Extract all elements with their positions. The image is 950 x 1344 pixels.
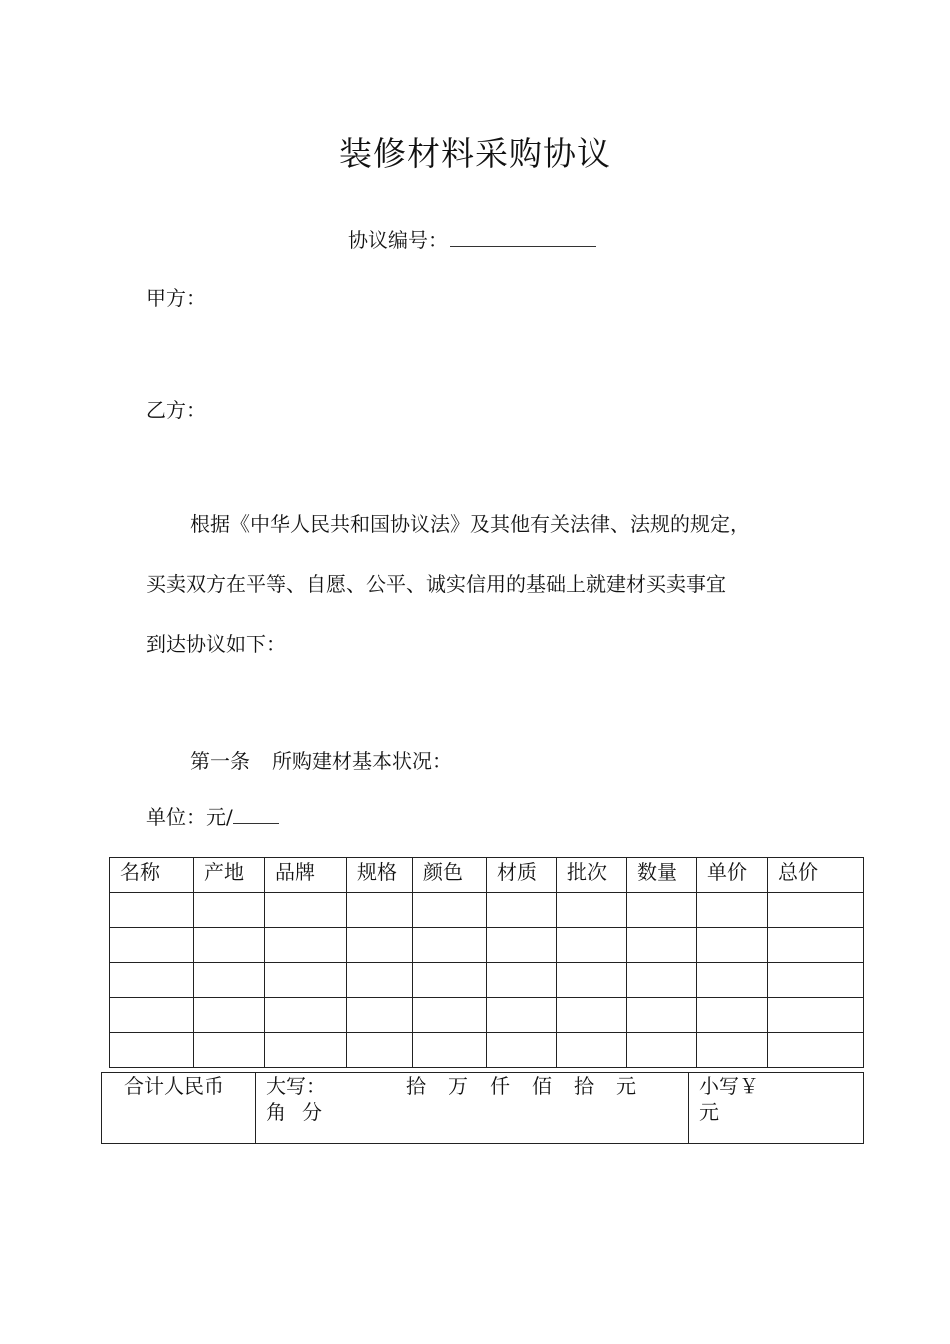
unit-line bbox=[146, 801, 279, 830]
table-cell[interactable] bbox=[110, 998, 194, 1033]
table-cell[interactable] bbox=[413, 893, 487, 928]
intro-line-1: 根据《中华人民共和国协议法》及其他有关法律、法规的规定， bbox=[190, 512, 750, 536]
table-cell[interactable] bbox=[557, 1033, 627, 1068]
article-1-title: 所购建材基本状况： bbox=[272, 749, 452, 773]
table-cell[interactable] bbox=[697, 928, 768, 963]
capital-label: 大写： bbox=[266, 1074, 326, 1098]
table-row bbox=[110, 1033, 864, 1068]
table-cell[interactable] bbox=[768, 998, 864, 1033]
header-total-price: 总价 bbox=[768, 858, 864, 893]
table-cell[interactable] bbox=[347, 928, 413, 963]
party-a-label: 甲方： bbox=[146, 286, 206, 310]
table-cell[interactable] bbox=[347, 998, 413, 1033]
total-table bbox=[101, 1072, 864, 1144]
intro-line-3: 到达协议如下： bbox=[146, 632, 286, 656]
header-origin: 产地 bbox=[194, 858, 265, 893]
table-row bbox=[110, 928, 864, 963]
table-row bbox=[110, 998, 864, 1033]
table-cell[interactable] bbox=[110, 928, 194, 963]
header-quantity: 数量 bbox=[627, 858, 697, 893]
table-cell[interactable] bbox=[627, 893, 697, 928]
table-cell[interactable] bbox=[697, 998, 768, 1033]
table-cell[interactable] bbox=[487, 998, 557, 1033]
total-row bbox=[102, 1073, 864, 1144]
header-material: 材质 bbox=[487, 858, 557, 893]
table-cell[interactable] bbox=[768, 928, 864, 963]
table-cell[interactable] bbox=[194, 1033, 265, 1068]
materials-table bbox=[109, 857, 864, 1068]
capital-units-line-1 bbox=[384, 1073, 636, 1099]
header-color: 颜色 bbox=[413, 858, 487, 893]
table-cell[interactable] bbox=[194, 963, 265, 998]
article-1-heading bbox=[190, 745, 452, 774]
table-cell[interactable] bbox=[110, 963, 194, 998]
capital-unit: 佰 bbox=[532, 1074, 552, 1098]
table-cell[interactable] bbox=[265, 1033, 347, 1068]
table-cell[interactable] bbox=[487, 963, 557, 998]
unit-blank[interactable] bbox=[233, 805, 279, 824]
document-title: 装修材料采购协议 bbox=[339, 134, 611, 173]
agreement-number-label: 协议编号： bbox=[348, 228, 448, 252]
table-cell[interactable] bbox=[265, 998, 347, 1033]
table-cell[interactable] bbox=[557, 928, 627, 963]
unit-label: 单位：元/ bbox=[146, 805, 233, 829]
table-cell[interactable] bbox=[768, 963, 864, 998]
agreement-number-blank[interactable] bbox=[450, 228, 596, 247]
small-unit: 元 bbox=[699, 1100, 719, 1124]
total-label: 合计人民币 bbox=[102, 1073, 256, 1144]
intro-line-2: 买卖双方在平等、自愿、公平、诚实信用的基础上就建材买卖事宜 bbox=[146, 572, 726, 596]
header-spec: 规格 bbox=[347, 858, 413, 893]
table-cell[interactable] bbox=[627, 998, 697, 1033]
table-cell[interactable] bbox=[768, 1033, 864, 1068]
table-cell[interactable] bbox=[557, 998, 627, 1033]
table-cell[interactable] bbox=[110, 1033, 194, 1068]
table-cell[interactable] bbox=[265, 963, 347, 998]
header-unit-price: 单价 bbox=[697, 858, 768, 893]
table-cell[interactable] bbox=[347, 893, 413, 928]
table-cell[interactable] bbox=[413, 963, 487, 998]
capital-unit: 元 bbox=[616, 1074, 636, 1098]
table-cell[interactable] bbox=[697, 893, 768, 928]
small-amount-cell[interactable] bbox=[689, 1073, 864, 1144]
article-1-number: 第一条 bbox=[190, 749, 250, 773]
table-cell[interactable] bbox=[487, 893, 557, 928]
agreement-number-line bbox=[348, 224, 596, 253]
capital-amount-cell[interactable] bbox=[256, 1073, 689, 1144]
capital-line-2 bbox=[266, 1099, 688, 1125]
table-cell[interactable] bbox=[194, 928, 265, 963]
capital-unit: 拾 bbox=[574, 1074, 594, 1098]
table-cell[interactable] bbox=[557, 893, 627, 928]
table-cell[interactable] bbox=[265, 893, 347, 928]
table-cell[interactable] bbox=[110, 893, 194, 928]
table-cell[interactable] bbox=[557, 963, 627, 998]
table-cell[interactable] bbox=[413, 928, 487, 963]
table-cell[interactable] bbox=[697, 963, 768, 998]
capital-unit: 仟 bbox=[490, 1074, 510, 1098]
table-cell[interactable] bbox=[768, 893, 864, 928]
table-row bbox=[110, 893, 864, 928]
capital-unit: 万 bbox=[448, 1074, 468, 1098]
table-header-row bbox=[110, 858, 864, 893]
table-cell[interactable] bbox=[627, 963, 697, 998]
table-cell[interactable] bbox=[347, 963, 413, 998]
table-cell[interactable] bbox=[627, 1033, 697, 1068]
small-label: 小写￥ bbox=[699, 1074, 759, 1098]
table-cell[interactable] bbox=[697, 1033, 768, 1068]
header-name: 名称 bbox=[110, 858, 194, 893]
table-cell[interactable] bbox=[627, 928, 697, 963]
table-cell[interactable] bbox=[194, 893, 265, 928]
capital-unit: 拾 bbox=[406, 1074, 426, 1098]
table-cell[interactable] bbox=[265, 928, 347, 963]
capital-unit: 分 bbox=[302, 1100, 322, 1124]
table-cell[interactable] bbox=[347, 1033, 413, 1068]
capital-unit: 角 bbox=[266, 1100, 286, 1124]
header-batch: 批次 bbox=[557, 858, 627, 893]
table-cell[interactable] bbox=[487, 928, 557, 963]
table-cell[interactable] bbox=[413, 998, 487, 1033]
capital-line-1 bbox=[266, 1073, 688, 1099]
table-cell[interactable] bbox=[413, 1033, 487, 1068]
table-row bbox=[110, 963, 864, 998]
header-brand: 品牌 bbox=[265, 858, 347, 893]
table-cell[interactable] bbox=[194, 998, 265, 1033]
party-b-label: 乙方： bbox=[146, 398, 206, 422]
table-cell[interactable] bbox=[487, 1033, 557, 1068]
